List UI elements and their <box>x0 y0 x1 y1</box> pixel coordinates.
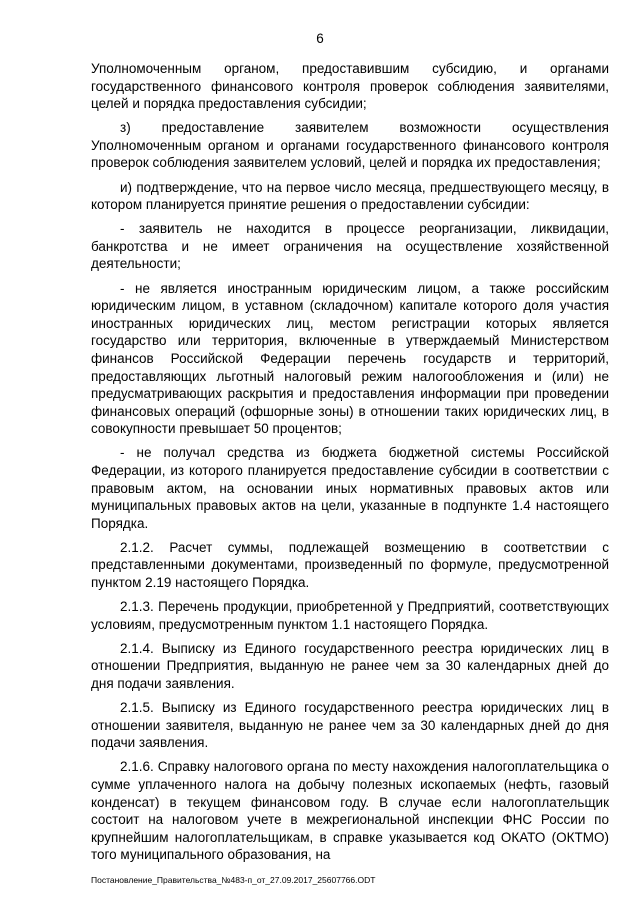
paragraph: 2.1.4. Выписку из Единого государственного реестра юридических лиц в отношении Предприятия, выданную не ранее чем за 30 календарных дней до дня подачи заявления. <box>91 640 609 691</box>
document-body <box>91 60 609 870</box>
document-footer: Постановление_Правительства_№483-п_от_27.09.2017_25607766.ODT <box>91 875 376 885</box>
paragraph: 2.1.5. Выписку из Единого государственного реестра юридических лиц в отношении заявителя, выданную не ранее чем за 30 календарных дней до дня подачи заявления. <box>91 700 609 751</box>
page-number: 6 <box>316 31 324 46</box>
paragraph: и) подтверждение, что на первое число месяца, предшествующего месяцу, в котором планируется принятие решения о предоставлении субсидии: <box>91 179 609 213</box>
paragraph: 2.1.2. Расчет суммы, подлежащей возмещению в соответствии с представленными документами, произведенный по формуле, предусмотренной пунктом 2.19 настоящего Порядка. <box>91 539 609 591</box>
paragraph: 2.1.6. Справку налогового органа по месту нахождения налогоплательщика о сумме уплаченного налога на добычу полезных ископаемых (нефть, газовый конденсат) в текущем финансовом году. В случае если налогоплательщик состоит на налоговом учете в межрегиональной инспекции ФНС России по крупнейшим налогоплательщикам, в справке указывается код ОКАТО (ОКТМО) того муниципального образования, на <box>91 759 609 863</box>
paragraph: з) предоставление заявителем возможности осуществления Уполномоченным органом и органами государственного финансового контроля проверок соблюдения заявителем условий, целей и порядка их предоставления; <box>91 120 609 171</box>
paragraph: - заявитель не находится в процессе реорганизации, ликвидации, банкротства и не имеет ограничения на осуществление хозяйственной деятельности; <box>91 221 609 272</box>
paragraph: Уполномоченным органом, предоставившим субсидию, и органами государственного финансового контроля проверок соблюдения заявителями, целей и порядка предоставления субсидии; <box>91 61 609 112</box>
paragraph: - не получал средства из бюджета бюджетной системы Российской Федерации, из которого планируется предоставление субсидии в соответствии с правовым актом, на основании иных нормативных правовых актов или муниципальных правовых актов на цели, указанные в подпункте 1.4 настоящего Порядка. <box>91 445 609 531</box>
paragraph: 2.1.3. Перечень продукции, приобретенной у Предприятий, соответствующих условиям, предусмотренным пунктом 1.1 настоящего Порядка. <box>91 599 609 632</box>
paragraph: - не является иностранным юридическим лицом, а также российским юридическим лицом, в уставном (складочном) капитале которого доля участия иностранных юридических лиц, местом регистрации которых является государство или территория, включенные в утверждаемый Министерством финансов Российской Федерации перечень государств и территорий, предоставляющих льготный налоговый режим налогообложения и (или) не предусматривающих раскрытия и предоставления информации при проведении финансовых операций (офшорные зоны) в отношении таких юридических лиц, в совокупности превышает 50 процентов; <box>91 280 609 437</box>
